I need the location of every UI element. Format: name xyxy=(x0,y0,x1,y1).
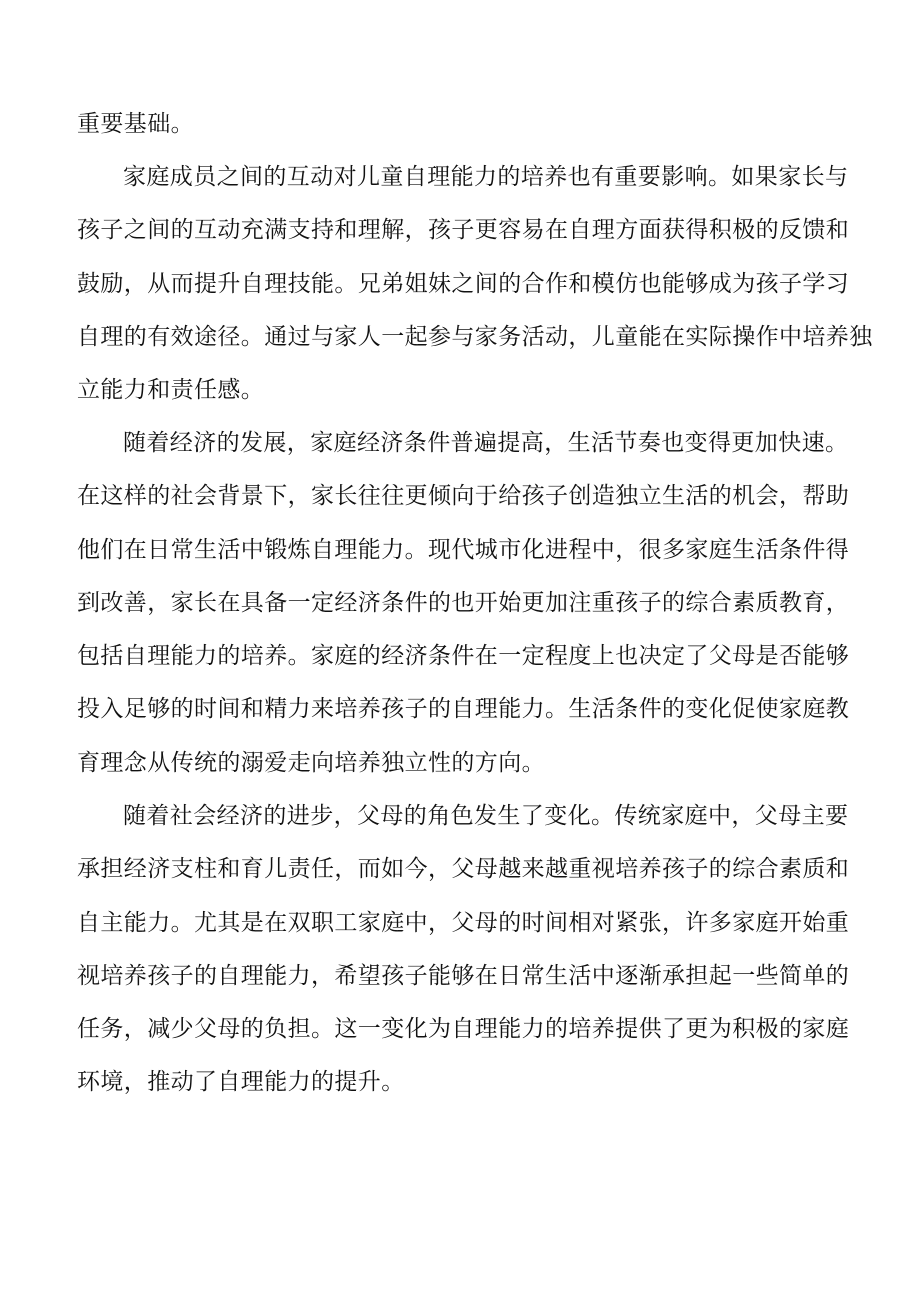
text-line: 包括自理能力的培养。家庭的经济条件在一定程度上也决定了父母是否能够 xyxy=(77,643,850,670)
paragraph-family-interaction xyxy=(77,151,873,417)
text-line: 投入足够的时间和精力来培养孩子的自理能力。生活条件的变化促使家庭教 xyxy=(77,696,850,723)
text-line: 随着社会经济的进步，父母的角色发生了变化。传统家庭中，父母主要 xyxy=(123,803,849,829)
paragraph-economic-development xyxy=(77,417,850,790)
text-line: 育理念从传统的溺爱走向培养独立性的方向。 xyxy=(77,749,545,776)
text-line: 自理的有效途径。通过与家人一起参与家务活动，儿童能在实际操作中培养独 xyxy=(77,323,873,350)
text-line: 他们在日常生活中锻炼自理能力。现代城市化进程中，很多家庭生活条件得 xyxy=(77,536,850,563)
text-line: 视培养孩子的自理能力，希望孩子能够在日常生活中逐渐承担起一些简单的 xyxy=(77,962,850,989)
text-line: 在这样的社会背景下，家长往往更倾向于给孩子创造独立生活的机会，帮助 xyxy=(77,483,850,510)
text-line: 到改善，家长在具备一定经济条件的也开始更加注重孩子的综合素质教育， xyxy=(77,589,850,616)
text-line: 随着经济的发展，家庭经济条件普遍提高，生活节奏也变得更加快速。 xyxy=(123,430,849,456)
text-line: 承担经济支柱和育儿责任，而如今，父母越来越重视培养孩子的综合素质和 xyxy=(77,856,850,883)
text-line: 家庭成员之间的互动对儿童自理能力的培养也有重要影响。如果家长与 xyxy=(123,164,849,190)
paragraph-continuation xyxy=(77,98,840,151)
text-line: 重要基础。 xyxy=(77,111,194,137)
text-line: 自主能力。尤其是在双职工家庭中，父母的时间相对紧张，许多家庭开始重 xyxy=(77,909,850,936)
text-line: 孩子之间的互动充满支持和理解，孩子更容易在自理方面获得积极的反馈和 xyxy=(77,217,850,244)
text-line: 环境，推动了自理能力的提升。 xyxy=(77,1069,405,1096)
text-line: 任务，减少父母的负担。这一变化为自理能力的培养提供了更为积极的家庭 xyxy=(77,1016,850,1043)
text-line: 鼓励，从而提升自理技能。兄弟姐妹之间的合作和模仿也能够成为孩子学习 xyxy=(77,270,850,297)
paragraph-parent-roles xyxy=(77,790,850,1110)
text-line: 立能力和责任感。 xyxy=(77,377,265,404)
